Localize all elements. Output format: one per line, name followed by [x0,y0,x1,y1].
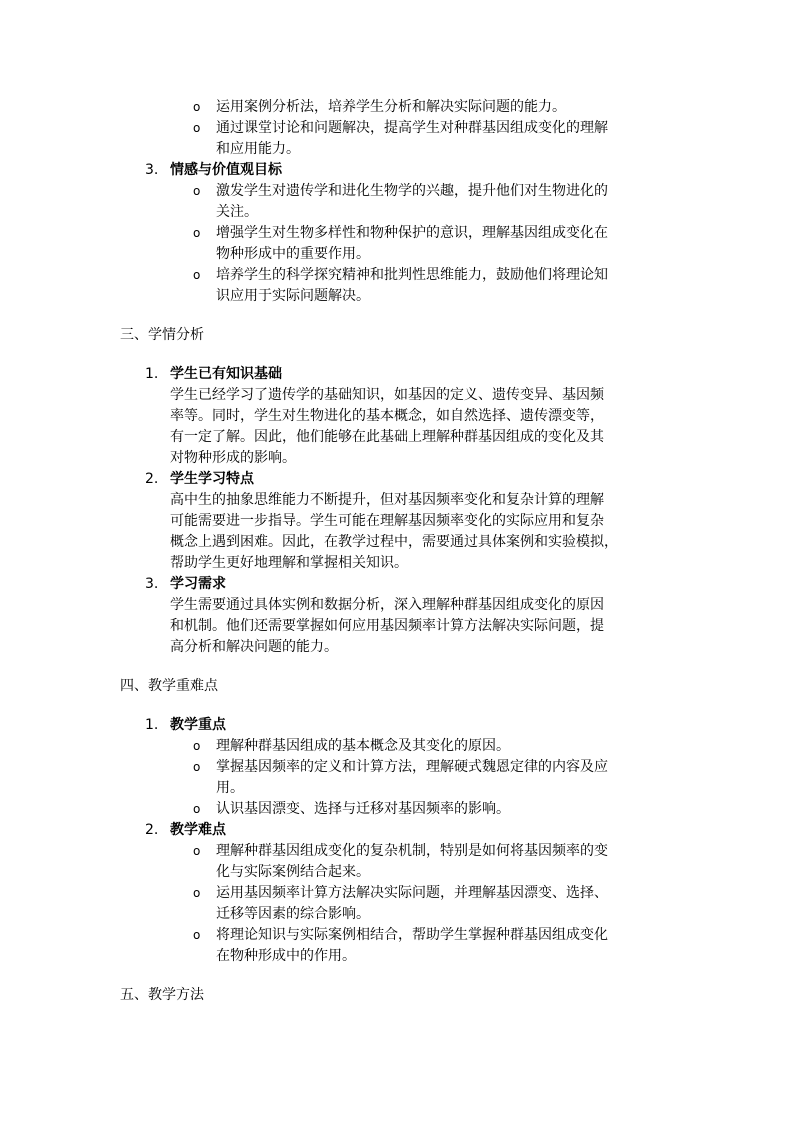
bullet-text: 认识基因漂变、选择与迁移对基因频率的影响。 [216,801,510,817]
list-number: 3. [145,162,159,178]
paragraph-line: 概念上遇到困难。因此，在教学过程中，需要通过具体案例和实验模拟， [170,534,618,550]
paragraph-line: 高分析和解决问题的能力。 [170,639,338,655]
list-number: 3. [145,576,159,592]
bullet-text: 和应用能力。 [216,141,300,157]
paragraph-line: 可能需要进一步指导。学生可能在理解基因频率变化的实际应用和复杂 [170,513,604,529]
paragraph-line: 对物种形成的影响。 [170,450,296,466]
paragraph-line: 率等。同时，学生对生物进化的基本概念，如自然选择、遗传漂变等， [170,408,604,424]
bullet-text: 用。 [216,780,244,796]
bullet-text: 关注。 [216,204,258,220]
bullet-marker: o [193,760,201,774]
list-item-title: 情感与价值观目标 [170,162,282,178]
section-heading: 五、教学方法 [120,987,204,1003]
bullet-text: 激发学生对遗传学和进化生物学的兴趣，提升他们对生物进化的 [216,183,608,199]
bullet-text: 培养学生的科学探究精神和批判性思维能力，鼓励他们将理论知 [216,267,608,283]
paragraph-line: 学生需要通过具体实例和数据分析，深入理解种群基因组成变化的原因 [170,597,604,613]
bullet-text: 通过课堂讨论和问题解决，提高学生对种群基因组成变化的理解 [216,120,608,136]
list-item-title: 学生已有知识基础 [170,366,282,382]
bullet-marker: o [193,844,201,858]
paragraph-line: 和机制。他们还需要掌握如何应用基因频率计算方法解决实际问题，提 [170,618,604,634]
bullet-marker: o [193,121,201,135]
bullet-marker: o [193,928,201,942]
paragraph-line: 帮助学生更好地理解和掌握相关知识。 [170,555,408,571]
bullet-marker: o [193,802,201,816]
section-heading: 四、教学重难点 [120,678,218,694]
bullet-text: 将理论知识与实际案例相结合，帮助学生掌握种群基因组成变化 [216,927,608,943]
bullet-marker: o [193,226,201,240]
bullet-text: 识应用于实际问题解决。 [216,288,370,304]
bullet-text: 运用案例分析法，培养学生分析和解决实际问题的能力。 [216,99,566,115]
bullet-marker: o [193,100,201,114]
bullet-text: 增强学生对生物多样性和物种保护的意识，理解基因组成变化在 [216,225,608,241]
bullet-text: 化与实际案例结合起来。 [216,864,370,880]
bullet-marker: o [193,184,201,198]
list-number: 2. [145,822,159,838]
bullet-marker: o [193,268,201,282]
bullet-text: 掌握基因频率的定义和计算方法，理解硬式魏恩定律的内容及应 [216,759,608,775]
paragraph-line: 高中生的抽象思维能力不断提升，但对基因频率变化和复杂计算的理解 [170,492,604,508]
bullet-text: 运用基因频率计算方法解决实际问题，并理解基因漂变、选择、 [216,885,608,901]
bullet-marker: o [193,739,201,753]
bullet-text: 物种形成中的重要作用。 [216,246,370,262]
bullet-text: 理解种群基因组成变化的复杂机制，特别是如何将基因频率的变 [216,843,608,859]
bullet-text: 理解种群基因组成的基本概念及其变化的原因。 [216,738,510,754]
list-number: 1. [145,717,159,733]
list-number: 2. [145,471,159,487]
list-item-title: 学生学习特点 [170,471,254,487]
list-item-title: 教学重点 [170,717,226,733]
list-item-title: 教学难点 [170,822,226,838]
section-heading: 三、学情分析 [120,327,204,343]
list-item-title: 学习需求 [170,576,226,592]
paragraph-line: 有一定了解。因此，他们能够在此基础上理解种群基因组成的变化及其 [170,429,604,445]
bullet-text: 迁移等因素的综合影响。 [216,906,370,922]
bullet-text: 在物种形成中的作用。 [216,948,356,964]
bullet-marker: o [193,886,201,900]
list-number: 1. [145,366,159,382]
paragraph-line: 学生已经学习了遗传学的基础知识，如基因的定义、遗传变异、基因频 [170,387,604,403]
